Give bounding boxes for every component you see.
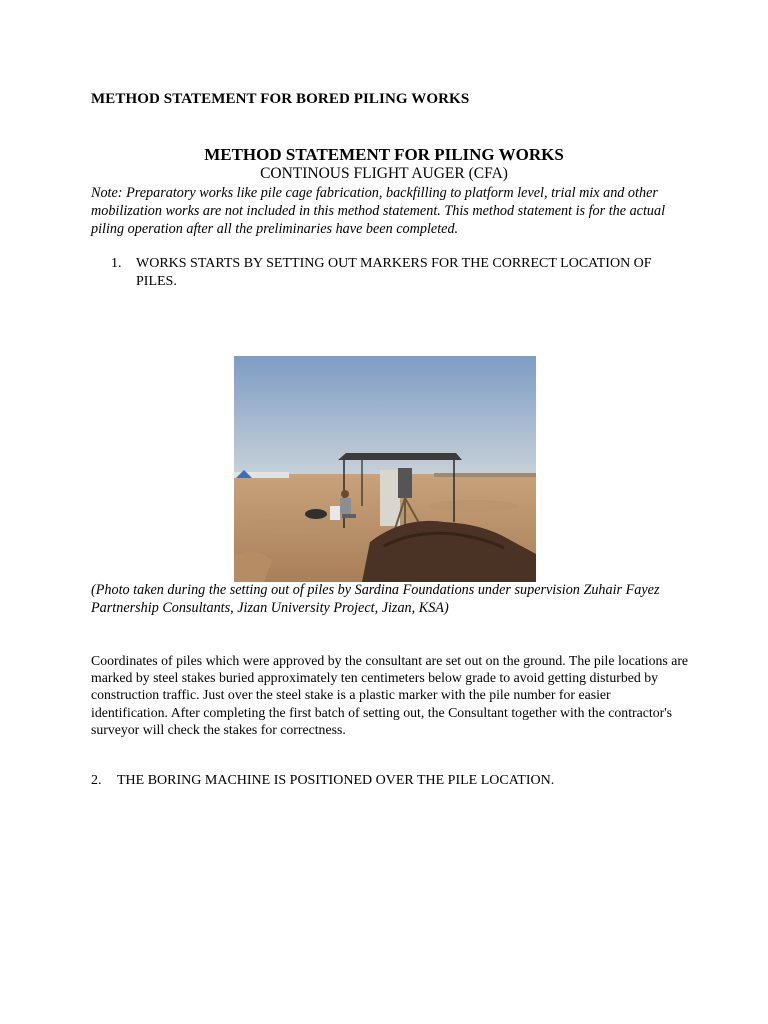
distant-structures xyxy=(434,473,536,477)
page-subtitle: CONTINOUS FLIGHT AUGER (CFA) xyxy=(260,165,508,182)
photo-illustration xyxy=(234,356,536,582)
person-head xyxy=(341,490,349,498)
step-2-number: 2. xyxy=(91,773,102,788)
setting-out-paragraph: Coordinates of piles which were approved by the consultant are set out on the ground. The pile locations are marked by steel stakes buried approximately ten centimeters below grade to avoid getting disturbed by construction traffic. Just over the steel stake is a plastic marker with the pile number for easier identification. After completing the first batch of setting out, the Consultant together with the contractor's surveyor will check the stakes for correctness. xyxy=(91,653,689,737)
canopy-roof xyxy=(338,453,462,460)
sand-shade-2 xyxy=(429,500,519,512)
person-legs xyxy=(342,514,356,518)
survey-instrument xyxy=(398,468,412,498)
preparatory-note: Note: Preparatory works like pile cage fabrication, backfilling to platform level, trial mix and other mobilization works are not included in this method statement. This method statement is for the actual piling operation after all the preliminaries have been completed. xyxy=(91,185,666,237)
wheelbarrow xyxy=(305,509,327,519)
person-body xyxy=(340,498,351,514)
document-header: METHOD STATEMENT FOR BORED PILING WORKS xyxy=(91,91,470,107)
plastic-chair xyxy=(330,506,340,520)
step-2 xyxy=(91,772,691,790)
equipment-board xyxy=(380,470,400,526)
step-2-text: THE BORING MACHINE IS POSITIONED OVER THE PILE LOCATION. xyxy=(117,773,555,788)
photo-caption: (Photo taken during the setting out of piles by Sardina Foundations under supervision Zuhair Fayez Partnership Consultants, Jizan University Project, Jizan, KSA) xyxy=(91,582,660,616)
step-1 xyxy=(111,255,686,291)
sand-shade xyxy=(244,518,344,534)
page-title: METHOD STATEMENT FOR PILING WORKS xyxy=(204,145,564,164)
step-1-number: 1. xyxy=(111,256,122,271)
sky xyxy=(234,356,536,480)
step-1-text: WORKS STARTS BY SETTING OUT MARKERS FOR THE CORRECT LOCATION OF PILES. xyxy=(136,256,652,289)
setting-out-photo xyxy=(234,356,536,582)
